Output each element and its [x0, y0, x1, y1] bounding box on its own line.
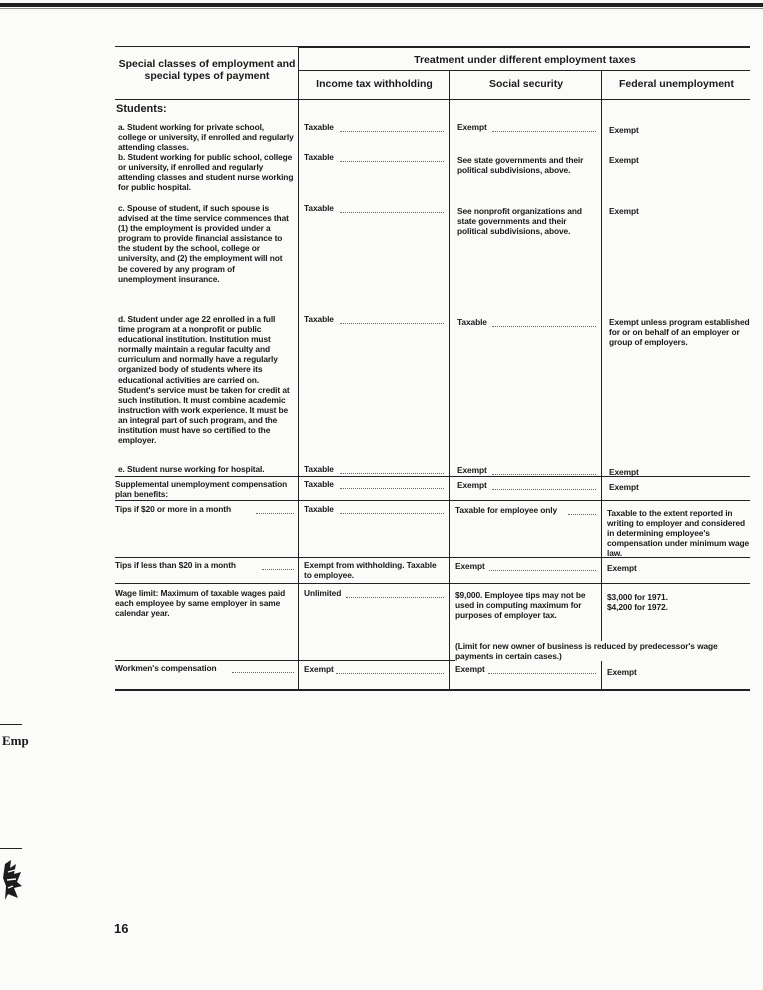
row-wage-social-security: $9,000. Employee tips may not be used in computing maximum for purposes of employer tax. — [455, 590, 586, 621]
row-work-federal-unemployment: Exempt — [607, 667, 637, 677]
row-sub-social-security: Exempt — [457, 480, 487, 490]
row-a-label: a. Student working for private school, college or university, if enrolled and regularly attending classes. — [118, 122, 294, 153]
row-c-federal-unemployment: Exempt — [609, 206, 639, 216]
row-tips20-label: Tips if $20 or more in a month — [115, 504, 231, 514]
row-sub-income: Taxable — [304, 479, 334, 489]
section-students-heading: Students: — [116, 103, 167, 115]
row-e-federal-unemployment: Exempt — [609, 467, 639, 477]
row-tipsless-label: Tips if less than $20 in a month — [115, 560, 236, 570]
row-c-label: c. Spouse of student, if such spouse is advised at the time service commences that (1) the employment is provided under a program to provide financial assistance to the student by the school, college or university, and (2) the employment will not be covered by any program of unemployment insurance. — [118, 203, 289, 284]
row-sub-label: Supplemental unemployment compensation plan benefits: — [115, 479, 288, 500]
row-b-social-security: See state governments and their political subdivisions, above. — [457, 155, 584, 176]
leader-dots — [492, 326, 596, 327]
row-work-social-security: Exempt — [455, 664, 485, 674]
row-c-income: Taxable — [304, 203, 334, 213]
header-col-federal-unemployment: Federal unemployment — [619, 78, 734, 90]
header-group-rule — [298, 70, 750, 71]
row-e-income: Taxable — [304, 464, 334, 474]
row-wage-label: Wage limit: Maximum of taxable wages paid each employee by same employer in same calendar year. — [115, 588, 286, 619]
row-b-federal-unemployment: Exempt — [609, 155, 639, 165]
margin-rule — [0, 724, 22, 725]
leader-dots — [340, 212, 444, 213]
row-e-label: e. Student nurse working for hospital. — [118, 464, 265, 474]
row-d-federal-unemployment: Exempt unless program established for or on behalf of an employer or group of employers. — [609, 317, 750, 348]
row-sub-federal-unemployment: Exempt — [609, 482, 639, 492]
leader-dots — [336, 673, 444, 674]
row-tips20-federal-unemployment: Taxable to the extent reported in writing to employer and considered in determining employee's compensation under minimum wage law. — [607, 508, 750, 559]
margin-emblem-icon — [2, 858, 24, 902]
row-c-social-security: See nonprofit organizations and state governments and their political subdivisions, above. — [457, 206, 582, 237]
leader-dots — [340, 488, 444, 489]
row-rule-tipsless — [115, 583, 750, 584]
margin-rule — [0, 848, 22, 849]
top-scan-border-thin — [0, 8, 763, 9]
row-tipsless-social-security: Exempt — [455, 561, 485, 571]
top-scan-border — [0, 3, 763, 7]
col-divider-2 — [449, 70, 450, 690]
col-divider-1 — [298, 46, 299, 690]
leader-dots — [568, 514, 596, 515]
leader-dots — [340, 323, 444, 324]
row-tipsless-income: Exempt from withholding. Taxable to employee. — [304, 560, 437, 581]
leader-dots — [262, 569, 294, 570]
row-a-federal-unemployment: Exempt — [609, 125, 639, 135]
row-tips20-income: Taxable — [304, 504, 334, 514]
row-a-income: Taxable — [304, 122, 334, 132]
row-d-label: d. Student under age 22 enrolled in a full time program at a nonprofit or public educational institution. Institution must normally maintain a regular faculty and curriculum and normally have a regularly organized body of students where its educational activities are carried on. Student's service must be taken for credit at such institution. It must combine academic instruction with work experience. It must be an integral part of such program, and the institution must have so certified to the employer. — [118, 314, 290, 446]
row-a-social-security: Exempt — [457, 122, 487, 132]
leader-dots — [340, 473, 444, 474]
row-wage-futa-1971: $3,000 for 1971. — [607, 592, 668, 602]
row-work-income: Exempt — [304, 664, 334, 674]
row-wage-income: Unlimited — [304, 588, 342, 598]
leader-dots — [489, 570, 596, 571]
row-work-label: Workmen's compensation — [115, 663, 217, 673]
page-number: 16 — [114, 921, 129, 936]
row-b-income: Taxable — [304, 152, 334, 162]
leader-dots — [340, 131, 444, 132]
row-tipsless-federal-unemployment: Exempt — [607, 563, 637, 573]
row-b-label: b. Student working for public school, college or university, if enrolled and regularly attending classes and student nurse working for public hospital. — [118, 152, 294, 193]
header-rule-right — [298, 46, 750, 48]
row-rule-sub — [115, 500, 750, 501]
header-bottom-rule — [115, 99, 750, 100]
leader-dots — [492, 131, 596, 132]
row-wage-note: (Limit for new owner of business is reduced by predecessor's wage payments in certain cases.) — [455, 641, 753, 661]
leader-dots — [256, 513, 294, 514]
leader-dots — [232, 672, 294, 673]
leader-dots — [492, 489, 596, 490]
leader-dots — [340, 513, 444, 514]
table-bottom-rule — [115, 689, 750, 691]
header-rule-left — [115, 46, 298, 47]
row-tips20-social-security: Taxable for employee only — [455, 505, 558, 515]
leader-dots — [340, 161, 444, 162]
row-wage-futa-1972: $4,200 for 1972. — [607, 602, 668, 612]
header-left-title: Special classes of employment and special types of payment — [118, 58, 296, 82]
header-group-title: Treatment under different employment taxes — [414, 54, 636, 66]
leader-dots — [492, 474, 596, 475]
header-col-social-security: Social security — [488, 78, 564, 90]
margin-text: Emp — [2, 733, 29, 748]
leader-dots — [488, 673, 596, 674]
header-col-income: Income tax withholding — [316, 78, 433, 90]
row-d-income: Taxable — [304, 314, 334, 324]
row-d-social-security: Taxable — [457, 317, 487, 327]
col-divider-3 — [601, 70, 602, 690]
row-e-social-security: Exempt — [457, 465, 487, 475]
leader-dots — [346, 597, 444, 598]
row-rule-students — [115, 476, 750, 477]
